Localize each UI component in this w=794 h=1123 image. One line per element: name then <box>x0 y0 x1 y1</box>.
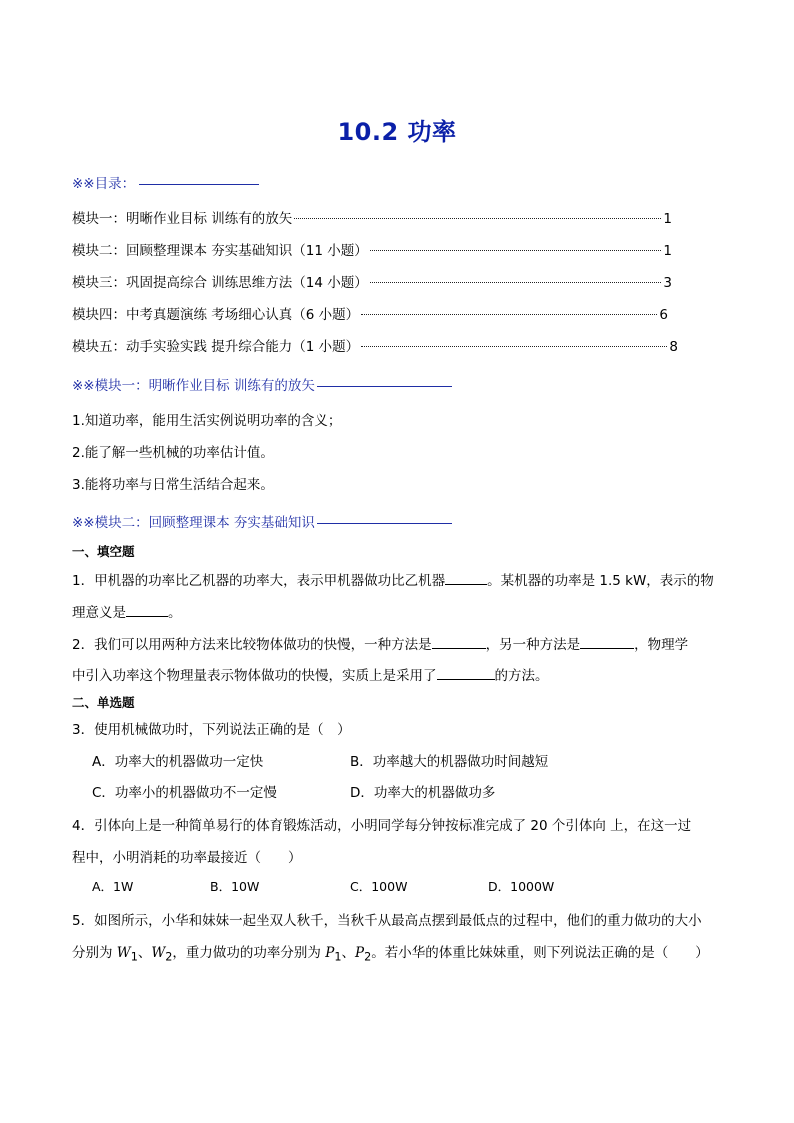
question-5-text: 。若小华的体重比妹妹重，则下列说法正确的是（ ） <box>371 945 709 961</box>
question-3: 3．使用机械做功时，下列说法正确的是（ ） <box>72 722 351 738</box>
goal-2: 2.能了解一些机械的功率估计值。 <box>72 445 274 461</box>
question-2-text: 的方法。 <box>494 668 549 684</box>
module1-heading-label: ※※模块一：明晰作业目标 训练有的放矢 <box>72 378 315 394</box>
q4-option-d[interactable]: D．1000W <box>488 879 555 894</box>
toc-heading-label: ※※目录： <box>72 176 136 192</box>
question-5-line-2 <box>72 941 709 964</box>
q4-option-a[interactable]: A．1W <box>92 879 134 894</box>
toc-leader-dots <box>361 346 667 347</box>
toc-item-page: 1 <box>663 243 672 259</box>
question-2-text: 2．我们可以用两种方法来比较物体做功的快慢，一种方法是 <box>72 637 432 653</box>
q4-option-c[interactable]: C．100W <box>350 879 408 894</box>
goal-3: 3.能将功率与日常生活结合起来。 <box>72 477 274 493</box>
question-1-text: 1．甲机器的功率比乙机器的功率大，表示甲机器做功比乙机器 <box>72 573 446 589</box>
module2-heading <box>72 511 452 531</box>
toc-item-label: 模块四：中考真题演练 考场细心认真（6 小题） <box>72 307 360 323</box>
subscript: 2 <box>165 950 173 964</box>
question-4-line-2: 程中，小明消耗的功率最接近（ ） <box>72 850 302 866</box>
question-2-text: ，另一种方法是 <box>485 637 581 653</box>
q4-option-b[interactable]: B．10W <box>210 879 260 894</box>
answer-blank[interactable] <box>126 615 168 617</box>
question-2-text: ，物理学 <box>634 637 689 653</box>
subscript: 1 <box>130 950 138 964</box>
section-single-choice: 二、单选题 <box>72 695 135 710</box>
toc-item[interactable] <box>72 271 672 291</box>
heading-rule <box>317 523 452 524</box>
q3-option-d[interactable]: D．功率大的机器做功多 <box>350 785 496 801</box>
toc-item-page: 1 <box>663 211 672 227</box>
toc-leader-dots <box>294 218 661 219</box>
question-1-line-1 <box>72 569 714 589</box>
toc-item-label: 模块三：巩固提高综合 训练思维方法（14 小题） <box>72 275 368 291</box>
goal-1: 1.知道功率，能用生活实例说明功率的含义； <box>72 413 342 429</box>
heading-rule <box>317 386 452 387</box>
question-2-line-1 <box>72 633 688 653</box>
module2-heading-label: ※※模块二：回顾整理课本 夯实基础知识 <box>72 515 315 531</box>
toc-item[interactable] <box>72 239 672 259</box>
question-4-line-1: 4．引体向上是一种简单易行的体育锻炼活动，小明同学每分钟按标准完成了 20 个引体向 上，在这一过 <box>72 818 692 834</box>
module1-heading <box>72 374 452 394</box>
toc-heading-rule <box>139 184 259 185</box>
q3-option-c[interactable]: C．功率小的机器做功不一定慢 <box>92 785 277 801</box>
toc-item[interactable] <box>72 207 672 227</box>
toc-leader-dots <box>370 250 662 251</box>
variable-w: W <box>151 945 166 961</box>
answer-blank[interactable] <box>580 647 634 649</box>
question-2-text: 中引入功率这个物理量表示物体做功的快慢，实质上是采用了 <box>72 668 437 684</box>
separator: 、 <box>341 945 355 961</box>
toc-item[interactable] <box>72 303 668 323</box>
section-fill-blank: 一、填空题 <box>72 544 135 559</box>
variable-p: P <box>325 945 335 961</box>
subscript: 2 <box>364 950 372 964</box>
answer-blank[interactable] <box>445 583 487 585</box>
question-5-text: 分别为 <box>72 945 117 961</box>
toc-item[interactable] <box>72 335 678 355</box>
toc-leader-dots <box>370 282 662 283</box>
question-5-line-1: 5．如图所示，小华和妹妹一起坐双人秋千，当秋千从最高点摆到最低点的过程中，他们的重力做功的大小 <box>72 913 702 929</box>
q3-option-b[interactable]: B．功率越大的机器做功时间越短 <box>350 754 549 770</box>
page-title: 10.2 功率 <box>337 118 457 146</box>
toc-item-label: 模块五：动手实验实践 提升综合能力（1 小题） <box>72 339 360 355</box>
variable-w: W <box>116 945 131 961</box>
toc-leader-dots <box>361 314 657 315</box>
separator: 、 <box>137 945 152 961</box>
question-1-text: 。某机器的功率是 1.5 kW，表示的物 <box>487 573 714 589</box>
q3-option-a[interactable]: A．功率大的机器做功一定快 <box>92 754 264 770</box>
variable-p: P <box>354 945 365 961</box>
question-2-line-2 <box>72 664 549 684</box>
subscript: 1 <box>334 950 342 964</box>
toc-item-label: 模块二：回顾整理课本 夯实基础知识（11 小题） <box>72 243 368 259</box>
toc-item-page: 3 <box>663 275 672 291</box>
answer-blank[interactable] <box>437 678 495 680</box>
toc-item-page: 6 <box>659 307 668 323</box>
question-1-line-2 <box>72 601 182 621</box>
question-5-text: ，重力做功的功率分别为 <box>172 945 326 961</box>
toc-item-label: 模块一：明晰作业目标 训练有的放矢 <box>72 211 293 227</box>
toc-heading <box>72 172 259 192</box>
question-1-text: 。 <box>168 605 182 621</box>
toc-item-page: 8 <box>669 339 678 355</box>
question-1-text: 理意义是 <box>72 605 126 621</box>
answer-blank[interactable] <box>432 647 486 649</box>
